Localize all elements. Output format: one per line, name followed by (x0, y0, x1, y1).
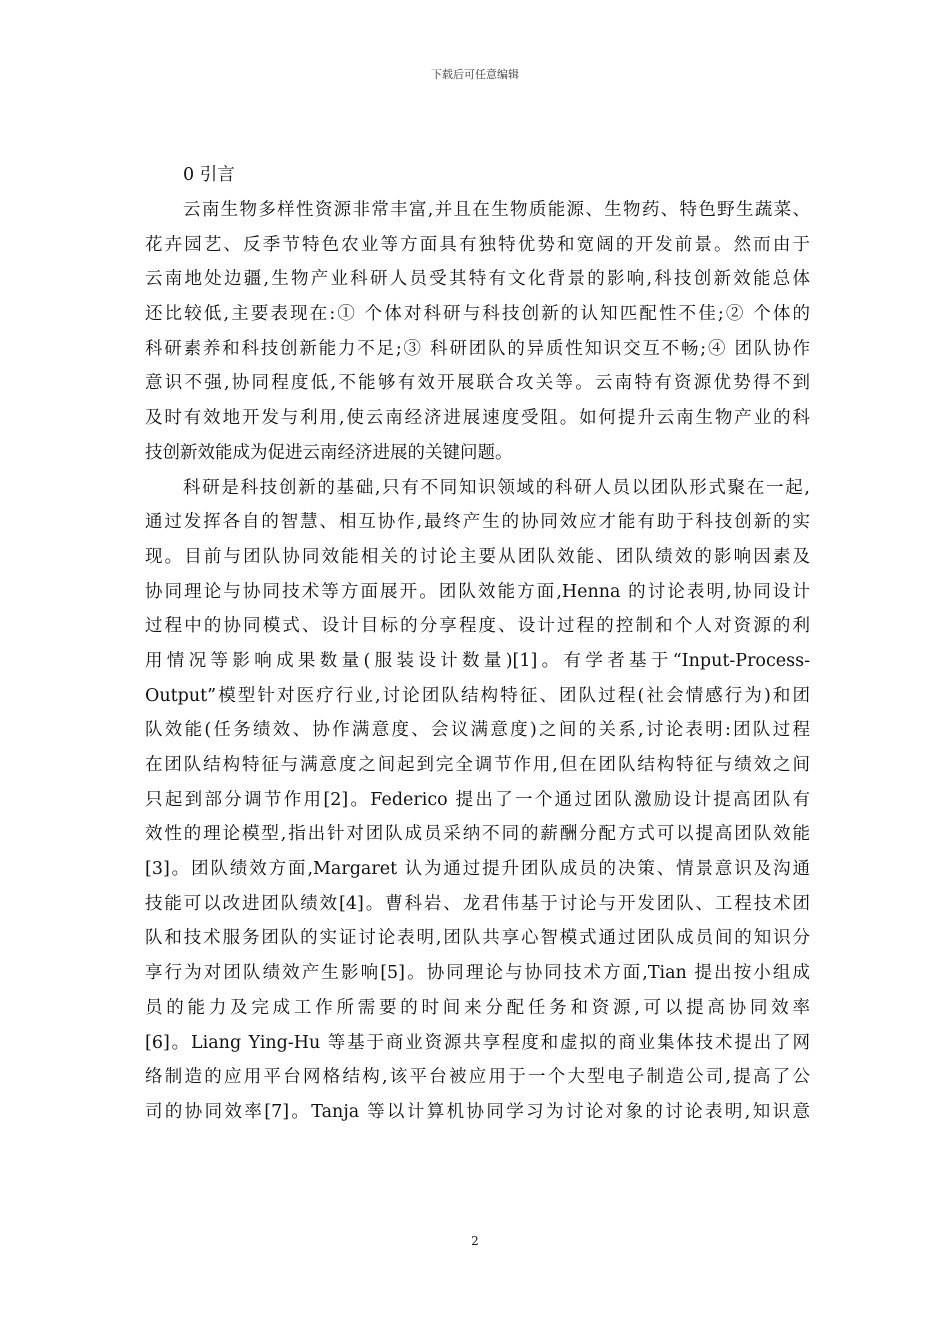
paragraph-line: 络制造的应用平台网格结构,该平台被应用于一个大型电子制造公司,提高了公 (145, 1067, 810, 1088)
paragraph-line: 在团队结构特征与满意度之间起到完全调节作用,但在团队结构特征与绩效之间 (145, 755, 810, 775)
paragraph-line: 云南地处边疆,生物产业科研人员受其特有文化背景的影响,科技创新效能总体 (145, 269, 810, 290)
paragraph-line: 队和技术服务团队的实证讨论表明,团队共享心智模式通过团队成员间的知识分 (145, 928, 810, 949)
paragraph-line: 科研素养和科技创新能力不足;③ 科研团队的异质性知识交互不畅;④ 团队协作 (145, 338, 810, 359)
paragraph-1 (145, 193, 810, 471)
paragraph-line: 技创新效能成为促进云南经济进展的关键问题。 (145, 442, 513, 463)
paragraph-line: 过程中的协同模式、设计目标的分享程度、设计过程的控制和个人对资源的利 (145, 616, 810, 637)
paragraph-line: 及时有效地开发与利用,使云南经济进展速度受阻。如何提升云南生物产业的科 (145, 408, 810, 429)
paragraph-line: 协同理论与协同技术等方面展开。团队效能方面,Henna 的讨论表明,协同设计 (145, 581, 810, 602)
paragraph-line: 效性的理论模型,指出针对团队成员采纳不同的薪酬分配方式可以提高团队效能 (145, 824, 810, 845)
page-number: 2 (471, 1234, 479, 1248)
paragraph-line: 用情况等影响成果数量(服装设计数量)[1]。有学者基于“Input-Process- (145, 650, 810, 671)
paragraph-line: 现。目前与团队协同效能相关的讨论主要从团队效能、团队绩效的影响因素及 (145, 546, 810, 567)
page-header-note: 下载后可任意编辑 (431, 68, 519, 81)
paragraph-line: 科研是科技创新的基础,只有不同知识领域的科研人员以团队形式聚在一起, (183, 477, 810, 498)
paragraph-line: Output”模型针对医疗行业,讨论团队结构特征、团队过程(社会情感行为)和团 (145, 685, 810, 706)
paragraph-line: 员的能力及完成工作所需要的时间来分配任务和资源,可以提高协同效率 (145, 997, 810, 1018)
paragraph-2 (145, 471, 810, 1130)
paragraph-line: 司的协同效率[7]。Tanja 等以计算机协同学习为讨论对象的讨论表明,知识意 (145, 1101, 810, 1122)
paragraph-line: 花卉园艺、反季节特色农业等方面具有独特优势和宽阔的开发前景。然而由于 (145, 234, 810, 255)
paragraph-line: 意识不强,协同程度低,不能够有效开展联合攻关等。云南特有资源优势得不到 (145, 373, 810, 394)
document-body (145, 157, 810, 1130)
paragraph-line: 云南生物多样性资源非常丰富,并且在生物质能源、生物药、特色野生蔬菜、 (183, 200, 810, 220)
paragraph-line: 享行为对团队绩效产生影响[5]。协同理论与协同技术方面,Tian 提出按小组成 (145, 963, 810, 984)
paragraph-line: 只起到部分调节作用[2]。Federico 提出了一个通过团队激励设计提高团队有 (145, 789, 810, 810)
section-title: 0 引言 (183, 165, 235, 185)
paragraph-line: 还比较低,主要表现在:① 个体对科研与科技创新的认知匹配性不佳;② 个体的 (145, 304, 810, 325)
paragraph-line: 通过发挥各自的智慧、相互协作,最终产生的协同效应才能有助于科技创新的实 (145, 512, 810, 533)
paragraph-line: 技能可以改进团队绩效[4]。曹科岩、龙君伟基于讨论与开发团队、工程技术团 (145, 893, 810, 914)
paragraph-line: [3]。团队绩效方面,Margaret 认为通过提升团队成员的决策、情景意识及沟通 (145, 859, 810, 880)
paragraph-line: [6]。Liang Ying-Hu 等基于商业资源共享程度和虚拟的商业集体技术提出了网 (145, 1032, 810, 1053)
paragraph-line: 队效能(任务绩效、协作满意度、会议满意度)之间的关系,讨论表明:团队过程 (145, 720, 810, 741)
